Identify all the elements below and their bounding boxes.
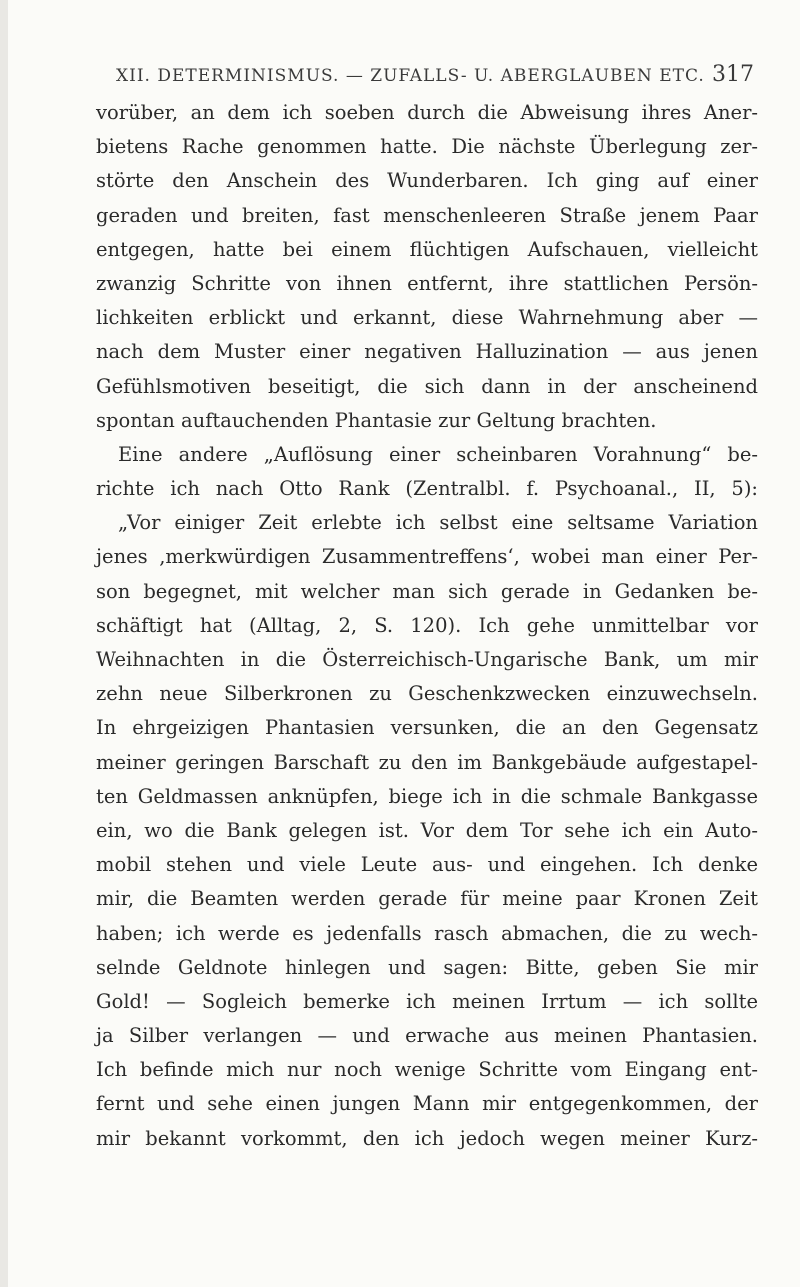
text-line: richte ich nach Otto Rank (Zentralbl. f. Psychoanal., II, 5):	[96, 477, 758, 501]
text-line: Eine andere „Auflösung einer scheinbaren Vorahnung“ be-	[118, 442, 758, 466]
text-line: mir bekannt vorkommt, den ich jedoch wegen meiner Kurz-	[96, 1126, 758, 1150]
text-line: fernt und sehe einen jungen Mann mir entgegenkommen, der	[96, 1092, 758, 1116]
page-number: 317	[712, 62, 754, 87]
text-line: Weihnachten in die Österreichisch-Ungarische Bank, um mir	[96, 648, 758, 671]
text-line: ja Silber verlangen — und erwache aus meinen Phantasien.	[96, 1024, 758, 1048]
text-line: jenes ‚merkwürdigen Zusammentreffens‘, wobei man einer Per-	[96, 545, 758, 569]
text-line: zwanzig Schritte von ihnen entfernt, ihre stattlichen Persön-	[96, 271, 758, 295]
text-line: zehn neue Silberkronen zu Geschenkzwecken einzuwechseln.	[96, 682, 758, 706]
text-line: bietens Rache genommen hatte. Die nächste Überlegung zer-	[96, 135, 758, 159]
text-line: geraden und breiten, fast menschenleeren Straße jenem Paar	[96, 203, 758, 227]
text-line: mir, die Beamten werden gerade für meine paar Kronen Zeit	[96, 887, 758, 911]
text-line: entgegen, hatte bei einem flüchtigen Aufschauen, vielleicht	[96, 237, 758, 261]
running-header-title: XII. DETERMINISMUS. — ZUFALLS- U. ABERGLAUBEN ETC.	[116, 66, 705, 86]
text-line: lichkeiten erblickt und erkannt, diese Wahrnehmung aber —	[96, 306, 758, 330]
text-line: Gefühlsmotiven beseitigt, die sich dann in der anscheinend	[96, 374, 758, 398]
text-line: mobil stehen und viele Leute aus- und eingehen. Ich denke	[96, 853, 758, 877]
page-edge-shadow	[0, 0, 8, 1287]
text-line: schäftigt hat (Alltag, 2, S. 120). Ich gehe unmittelbar vor	[96, 613, 758, 637]
text-line: meiner geringen Barschaft zu den im Bankgebäude aufgestapel-	[96, 750, 758, 774]
text-line: ten Geldmassen anknüpfen, biege ich in die schmale Bankgasse	[96, 784, 758, 808]
text-line: nach dem Muster einer negativen Halluzination — aus jenen	[96, 340, 758, 364]
text-line: störte den Anschein des Wunderbaren. Ich ging auf einer	[96, 169, 758, 193]
text-line: selnde Geldnote hinlegen und sagen: Bitte, geben Sie mir	[96, 955, 758, 979]
text-line: In ehrgeizigen Phantasien versunken, die an den Gegensatz	[96, 716, 758, 740]
text-line: haben; ich werde es jedenfalls rasch abmachen, die zu wech-	[96, 921, 758, 945]
running-header	[96, 62, 754, 92]
text-line: ein, wo die Bank gelegen ist. Vor dem Tor sehe ich ein Auto-	[96, 818, 758, 842]
text-line: vorüber, an dem ich soeben durch die Abweisung ihres Aner-	[96, 101, 758, 124]
text-line: Ich befinde mich nur noch wenige Schritte vom Eingang ent-	[96, 1058, 758, 1082]
text-line: son begegnet, mit welcher man sich gerade in Gedanken be-	[96, 579, 758, 603]
text-line: Gold! — Sogleich bemerke ich meinen Irrtum — ich sollte	[96, 989, 758, 1013]
text-line: spontan auftauchenden Phantasie zur Geltung brachten.	[96, 408, 657, 432]
text-line: „Vor einiger Zeit erlebte ich selbst eine seltsame Variation	[118, 511, 758, 535]
body-text	[96, 96, 758, 1156]
